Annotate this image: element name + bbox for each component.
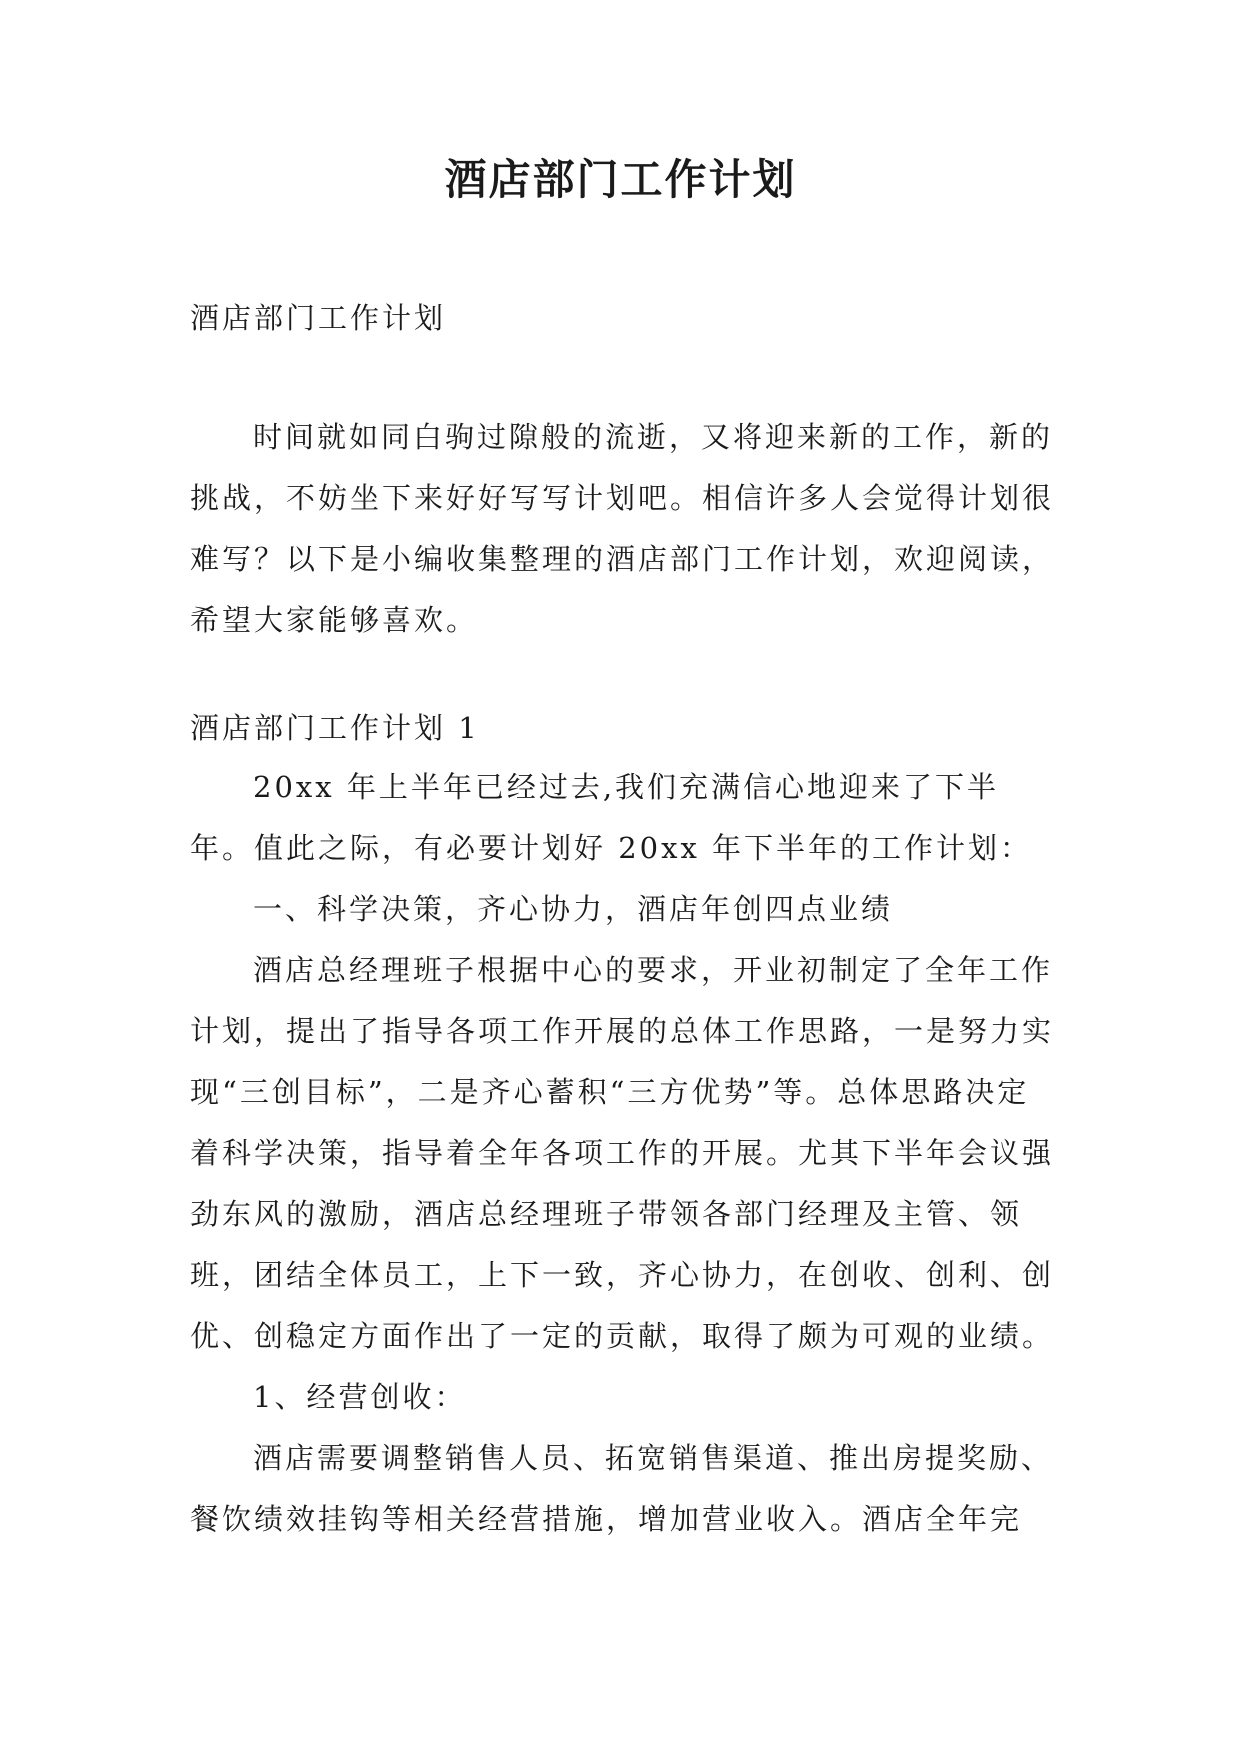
paragraph-heading-revenue: 1、经营创收： bbox=[253, 1380, 467, 1414]
section-title: 酒店部门工作计划 1 bbox=[190, 711, 480, 745]
document-subtitle: 酒店部门工作计划 bbox=[190, 301, 447, 335]
paragraph-revenue-measures: 酒店需要调整销售人员、拓宽销售渠道、推出房提奖励、餐饮绩效挂钩等相关经营措施，增加营业收入。酒店全年完 bbox=[190, 1441, 1054, 1536]
paragraph-management-plan: 酒店总经理班子根据中心的要求，开业初制定了全年工作计划，提出了指导各项工作开展的总体工作思路，一是努力实现“三创目标”，二是齐心蓄积“三方优势”等。总体思路决定着科学决策，指导着全年各项工作的开展。尤其下半年会议强劲东风的激励，酒店总经理班子带领各部门经理及主管、领班，团结全体员工，上下一致，齐心协力，在创收、创利、创优、创稳定方面作出了一定的贡献，取得了颇为可观的业绩。 bbox=[190, 953, 1055, 1353]
paragraph-heading-scientific-decision: 一、科学决策，齐心协力，酒店年创四点业绩 bbox=[253, 892, 894, 926]
intro-paragraph: 时间就如同白驹过隙般的流逝，又将迎来新的工作，新的挑战，不妨坐下来好好写写计划吧。相信许多人会觉得计划很难写？以下是小编收集整理的酒店部门工作计划，欢迎阅读，希望大家能够喜欢。 bbox=[190, 420, 1055, 637]
section-content bbox=[190, 757, 1060, 1550]
document-title: 酒店部门工作计划 bbox=[444, 155, 797, 204]
paragraph-first-half-summary: 20xx 年上半年已经过去,我们充满信心地迎来了下半年。值此之际，有必要计划好 20xx 年下半年的工作计划： bbox=[190, 770, 1033, 865]
